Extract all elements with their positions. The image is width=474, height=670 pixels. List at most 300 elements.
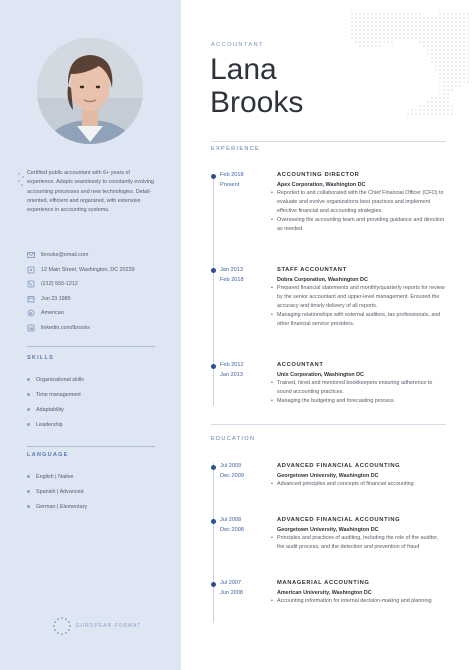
map-dot — [387, 37, 389, 39]
contact-list — [27, 248, 135, 335]
map-dot — [447, 65, 449, 67]
map-dot — [439, 21, 441, 23]
map-dot — [435, 17, 437, 19]
map-dot — [435, 101, 437, 103]
entry-title: STAFF ACCOUNTANT — [277, 267, 347, 273]
bullet-icon — [27, 423, 30, 426]
bullet-icon — [27, 393, 30, 396]
job-role: ACCOUNTANT — [211, 42, 264, 48]
list-item — [27, 402, 84, 417]
map-dot — [467, 65, 469, 67]
map-dot — [363, 17, 365, 19]
map-dot — [419, 33, 421, 35]
bullet-icon — [27, 505, 30, 508]
map-dot — [459, 65, 461, 67]
map-dot — [451, 65, 453, 67]
logo-text: EUROPEAN FORMAT — [76, 623, 142, 629]
map-dot — [435, 69, 437, 71]
star-dot — [61, 617, 63, 619]
divider — [211, 424, 446, 425]
skill-label: Organizational skills — [36, 376, 84, 383]
map-dot — [435, 49, 437, 51]
entry-dates — [220, 171, 270, 190]
entry-bullet: • Managing relationships with external auditors, tax professionals, and other financial service providers. — [277, 311, 447, 329]
map-dot — [407, 17, 409, 19]
map-dot — [423, 105, 425, 107]
contact-linkedin-text: linkedin.com/lbrooks — [41, 324, 90, 331]
skills-list — [27, 372, 84, 432]
date-from: Jul 2009 — [220, 463, 242, 469]
map-dot — [363, 45, 365, 47]
list-item — [27, 484, 87, 499]
entry-title: MANAGERIAL ACCOUNTING — [277, 580, 370, 586]
map-dot — [467, 53, 469, 55]
map-dot — [455, 49, 457, 51]
timeline-dot — [211, 519, 216, 524]
map-dot — [399, 25, 401, 27]
map-dot — [455, 65, 457, 67]
map-dot — [439, 25, 441, 27]
full-name — [210, 53, 303, 119]
entry-dates — [220, 462, 270, 481]
map-dot — [443, 57, 445, 59]
map-dot — [379, 45, 381, 47]
map-dot — [435, 105, 437, 107]
contact-linkedin[interactable] — [27, 321, 135, 336]
map-dot — [455, 41, 457, 43]
divider — [27, 346, 155, 347]
map-dot — [355, 33, 357, 35]
map-dot — [459, 29, 461, 31]
map-dot — [443, 29, 445, 31]
map-dot — [359, 37, 361, 39]
map-dot — [455, 33, 457, 35]
map-dot — [463, 33, 465, 35]
map-dot — [431, 25, 433, 27]
date-to: Dec 2009 — [220, 472, 244, 479]
divider — [211, 141, 446, 142]
map-dot — [443, 109, 445, 111]
map-dot — [447, 105, 449, 107]
map-dot — [423, 17, 425, 19]
map-dot — [431, 37, 433, 39]
map-dot — [443, 21, 445, 23]
map-dot — [431, 45, 433, 47]
map-dot — [411, 21, 413, 23]
map-dot — [363, 37, 365, 39]
map-dot — [391, 13, 393, 15]
map-dot — [443, 13, 445, 15]
map-dot — [467, 21, 469, 23]
stars-ring-icon — [52, 616, 72, 636]
map-dot — [447, 109, 449, 111]
map-dot — [379, 13, 381, 15]
map-dot — [359, 29, 361, 31]
contact-birthdate-text: Jun 23 1985 — [41, 295, 71, 302]
map-dot — [427, 21, 429, 23]
bullet-icon — [27, 408, 30, 411]
map-dot — [439, 17, 441, 19]
map-dot — [379, 33, 381, 35]
linkedin-icon — [27, 324, 35, 332]
map-dot — [435, 65, 437, 67]
calendar-icon — [27, 295, 35, 303]
map-dot — [423, 113, 425, 115]
map-dot — [399, 13, 401, 15]
map-dot — [375, 33, 377, 35]
map-dot — [439, 73, 441, 75]
map-dot — [407, 29, 409, 31]
map-dot — [367, 25, 369, 27]
map-dot — [459, 33, 461, 35]
map-dot — [439, 113, 441, 115]
map-dot — [427, 37, 429, 39]
map-dot — [411, 17, 413, 19]
map-dot — [467, 25, 469, 27]
map-dot — [423, 41, 425, 43]
map-dot — [463, 61, 465, 63]
map-dot — [403, 25, 405, 27]
bullet-icon — [27, 378, 30, 381]
map-dot — [375, 13, 377, 15]
map-dot — [415, 13, 417, 15]
map-dot — [451, 49, 453, 51]
map-dot — [447, 53, 449, 55]
map-dot — [435, 33, 437, 35]
entry-company: Georgetown University, Washington DC — [277, 472, 379, 479]
map-dot — [387, 41, 389, 43]
map-dot — [455, 37, 457, 39]
map-dot — [431, 113, 433, 115]
map-dot — [419, 109, 421, 111]
map-dot — [467, 41, 469, 43]
star-dot — [65, 618, 67, 620]
map-dot — [395, 25, 397, 27]
map-dot — [451, 25, 453, 27]
map-dot — [467, 37, 469, 39]
map-dot — [443, 17, 445, 19]
sidebar — [0, 0, 181, 670]
map-dot — [447, 45, 449, 47]
map-dot — [431, 57, 433, 59]
map-dot — [371, 37, 373, 39]
map-dot — [395, 37, 397, 39]
map-dot — [427, 33, 429, 35]
map-dot — [431, 61, 433, 63]
map-dot — [415, 25, 417, 27]
map-dot — [379, 41, 381, 43]
timeline-dot — [211, 364, 216, 369]
map-dot — [459, 45, 461, 47]
timeline-dot — [211, 174, 216, 179]
map-dot — [363, 29, 365, 31]
last-name: Brooks — [210, 86, 304, 119]
contact-phone-text: (212) 555-1212 — [41, 281, 78, 288]
map-dot — [375, 17, 377, 19]
contact-address-text: 12 Main Street, Washington, DC 20239 — [41, 266, 135, 273]
map-dot — [431, 101, 433, 103]
first-name: Lana — [210, 53, 277, 86]
map-dot — [407, 37, 409, 39]
map-dot — [451, 77, 453, 79]
map-dot — [451, 89, 453, 91]
map-dot — [451, 41, 453, 43]
map-dot — [463, 77, 465, 79]
map-dot — [447, 57, 449, 59]
skill-label: Adaptability — [36, 406, 64, 413]
map-dot — [455, 45, 457, 47]
map-dot — [387, 21, 389, 23]
map-dot — [463, 25, 465, 27]
map-dot — [443, 61, 445, 63]
map-dot — [459, 77, 461, 79]
list-item — [27, 469, 87, 484]
map-dot — [371, 29, 373, 31]
map-dot — [443, 53, 445, 55]
entry-title: ACCOUNTING DIRECTOR — [277, 172, 360, 178]
map-dot — [427, 113, 429, 115]
map-dot — [463, 17, 465, 19]
entry-company: Apex Corporation, Washington DC — [277, 181, 366, 188]
bullet-icon — [27, 490, 30, 493]
map-dot — [355, 29, 357, 31]
map-dot — [455, 77, 457, 79]
map-dot — [399, 33, 401, 35]
map-dot — [447, 61, 449, 63]
contact-nationality-text: American — [41, 310, 64, 317]
decorative-map-graphic — [350, 12, 474, 117]
map-dot — [367, 17, 369, 19]
map-dot — [399, 21, 401, 23]
map-dot — [443, 101, 445, 103]
map-dot — [371, 13, 373, 15]
map-dot — [439, 57, 441, 59]
map-dot — [383, 29, 385, 31]
map-dot — [451, 33, 453, 35]
map-dot — [455, 53, 457, 55]
entry-body — [277, 266, 447, 329]
map-dot — [439, 69, 441, 71]
map-dot — [387, 25, 389, 27]
map-dot — [427, 109, 429, 111]
map-dot — [411, 33, 413, 35]
date-from: Jan 2013 — [220, 267, 244, 273]
map-dot — [439, 33, 441, 35]
map-dot — [463, 57, 465, 59]
star-dot — [53, 625, 55, 627]
date-to: Jun 2008 — [220, 589, 244, 596]
map-dot — [447, 21, 449, 23]
map-dot — [447, 29, 449, 31]
map-dot — [423, 109, 425, 111]
map-dot — [423, 29, 425, 31]
entry-bullet: • Trained, hired and mentored bookkeepers ensuring adherence to sound accounting practices. — [277, 379, 447, 397]
map-dot — [451, 57, 453, 59]
map-dot — [443, 69, 445, 71]
star-dot — [57, 632, 59, 634]
map-dot — [455, 73, 457, 75]
map-dot — [467, 69, 469, 71]
map-dot — [455, 57, 457, 59]
map-dot — [431, 21, 433, 23]
map-dot — [403, 33, 405, 35]
map-dot — [459, 73, 461, 75]
decorative-dot-line — [17, 172, 25, 232]
map-dot — [391, 25, 393, 27]
map-dot — [367, 45, 369, 47]
map-dot — [363, 13, 365, 15]
map-dot — [451, 113, 453, 115]
map-dot — [423, 45, 425, 47]
entry-company: American University, Washington DC — [277, 589, 372, 596]
map-dot — [431, 49, 433, 51]
contact-birthdate — [27, 292, 135, 307]
map-dot — [355, 41, 357, 43]
map-dot — [383, 25, 385, 27]
map-dot — [439, 81, 441, 83]
map-dot — [447, 73, 449, 75]
map-dot — [379, 25, 381, 27]
map-dot — [435, 25, 437, 27]
map-dot — [379, 29, 381, 31]
date-to: Dec 2008 — [220, 526, 244, 533]
map-dot — [359, 13, 361, 15]
map-dot — [367, 41, 369, 43]
map-dot — [467, 73, 469, 75]
map-dot — [395, 29, 397, 31]
map-dot — [411, 113, 413, 115]
map-dot — [451, 69, 453, 71]
map-dot — [395, 33, 397, 35]
map-dot — [411, 13, 413, 15]
map-dot — [443, 37, 445, 39]
map-dot — [443, 73, 445, 75]
education-timeline — [213, 463, 214, 623]
map-dot — [383, 17, 385, 19]
map-dot — [415, 113, 417, 115]
skills-heading: SKILLS — [27, 355, 55, 361]
map-dot — [411, 29, 413, 31]
map-dot — [419, 113, 421, 115]
map-dot — [435, 21, 437, 23]
map-dot — [403, 29, 405, 31]
map-dot — [355, 25, 357, 27]
map-dot — [463, 21, 465, 23]
map-dot — [431, 17, 433, 19]
map-dot — [399, 29, 401, 31]
language-label: English | Native — [36, 473, 74, 480]
map-dot — [463, 73, 465, 75]
map-dot — [447, 37, 449, 39]
phone-icon — [27, 280, 35, 288]
map-dot — [355, 13, 357, 15]
map-dot — [359, 17, 361, 19]
map-dot — [439, 97, 441, 99]
map-dot — [447, 49, 449, 51]
map-dot — [447, 85, 449, 87]
map-dot — [451, 21, 453, 23]
map-dot — [435, 53, 437, 55]
map-dot — [391, 29, 393, 31]
map-dot — [427, 25, 429, 27]
map-dot — [363, 41, 365, 43]
date-to: Jan 2013 — [220, 371, 244, 378]
map-dot — [383, 13, 385, 15]
star-dot — [69, 625, 71, 627]
map-dot — [407, 25, 409, 27]
map-dot — [455, 21, 457, 23]
map-dot — [375, 41, 377, 43]
map-dot — [403, 37, 405, 39]
entry-body — [277, 361, 447, 406]
map-dot — [359, 45, 361, 47]
map-dot — [359, 25, 361, 27]
language-list — [27, 469, 87, 514]
map-dot — [419, 17, 421, 19]
language-heading: LANGUAGE — [27, 452, 69, 458]
map-dot — [367, 37, 369, 39]
star-dot — [68, 629, 70, 631]
map-dot — [451, 45, 453, 47]
map-dot — [439, 29, 441, 31]
star-dot — [61, 633, 63, 635]
entry-dates — [220, 361, 270, 380]
map-dot — [463, 69, 465, 71]
entry-bullet: • Principles and practices of auditing, including the role of the auditor, the audit process, and the detection and prevention of fraud — [277, 534, 447, 552]
map-dot — [415, 21, 417, 23]
map-dot — [367, 13, 369, 15]
map-dot — [459, 85, 461, 87]
map-dot — [363, 33, 365, 35]
entry-bullet: • Reported to and collaborated with the Chief Financial Officer (CFO) to evaluate and evolve organizations best practices and implement effective financial and accounting strategies. — [277, 189, 447, 216]
flag-icon — [27, 309, 35, 317]
map-dot — [387, 17, 389, 19]
date-from: Feb 2012 — [220, 362, 244, 368]
map-dot — [435, 41, 437, 43]
map-dot — [407, 21, 409, 23]
entry-bullet: • Advanced principles and concepts of financial accounting — [277, 480, 447, 489]
map-dot — [371, 45, 373, 47]
star-dot — [68, 621, 70, 623]
timeline-dot — [211, 268, 216, 273]
map-dot — [451, 109, 453, 111]
map-dot — [431, 29, 433, 31]
map-dot — [447, 93, 449, 95]
map-dot — [359, 21, 361, 23]
map-dot — [451, 85, 453, 87]
map-dot — [371, 25, 373, 27]
contact-email[interactable] — [27, 248, 135, 263]
map-dot — [371, 21, 373, 23]
map-dot — [467, 29, 469, 31]
contact-phone[interactable] — [27, 277, 135, 292]
map-dot — [383, 41, 385, 43]
bullet-icon — [27, 475, 30, 478]
entry-body — [277, 462, 447, 489]
map-dot — [447, 89, 449, 91]
entry-dates — [220, 516, 270, 535]
map-dot — [367, 33, 369, 35]
star-dot — [65, 632, 67, 634]
map-dot — [451, 37, 453, 39]
map-dot — [391, 33, 393, 35]
map-dot — [459, 37, 461, 39]
map-dot — [467, 81, 469, 83]
entry-title: ADVANCED FINANCIAL ACCOUNTING — [277, 517, 401, 523]
map-dot — [427, 49, 429, 51]
experience-heading: EXPERIENCE — [211, 146, 261, 152]
map-dot — [463, 37, 465, 39]
